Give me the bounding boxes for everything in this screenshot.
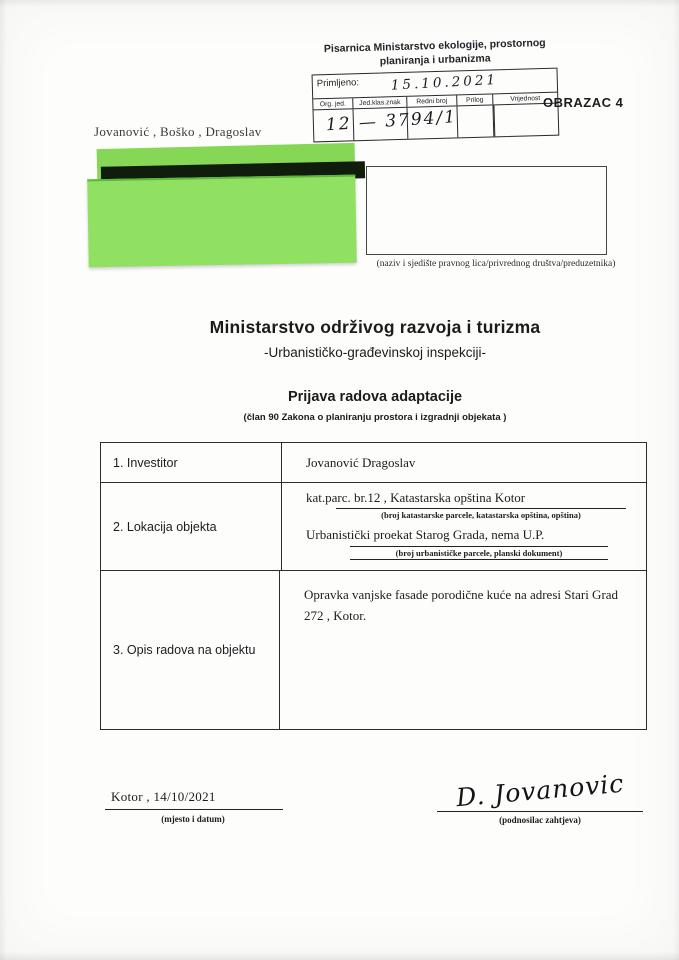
table-row-investor xyxy=(101,443,646,483)
row-value-investor: Jovanović Dragoslav xyxy=(306,454,416,470)
row-value-location xyxy=(282,483,646,570)
stamp-title-line1: Pisarnica Ministarstvo ekologije, prostornog xyxy=(323,36,546,56)
stamp-col-jed-klas-znak: Jed.klas.znak xyxy=(353,97,407,109)
table-row-location xyxy=(101,483,646,571)
stamp-title xyxy=(303,36,568,71)
location-urban-plan-caption: (broj urbanističke parcele, planski dokument) xyxy=(350,546,608,560)
inspection-subtitle: -Urbanističko-građevinskoj inspekciji- xyxy=(263,345,487,360)
handwritten-signature: D. Jovanovic xyxy=(454,768,626,813)
legal-entity-box xyxy=(366,166,607,255)
location-cadastral-line: kat.parc. br.12 , Katastarska opština Kotor xyxy=(306,490,526,505)
sticky-note xyxy=(87,175,356,268)
scan-shadow-left xyxy=(0,0,7,960)
place-date-text: Kotor , 14/10/2021 xyxy=(111,789,216,804)
signature-caption: (podnosilac zahtjeva) xyxy=(499,815,581,825)
stamp-box xyxy=(312,68,560,143)
row-label-location: 2. Lokacija objekta xyxy=(101,483,282,570)
legal-basis-note: (član 90 Zakona o planiranju prostora i izgradnji objekata ) xyxy=(243,412,507,423)
row-label-investor: 1. Investitor xyxy=(101,443,282,482)
location-urban-plan-line: Urbanistički proekat Starog Grada, nema U.P. xyxy=(306,527,545,542)
stamp-col-prilog: Prilog xyxy=(457,95,493,106)
legal-entity-box-caption: (naziv i sjedište pravnog lica/privrednog društva/preduzetnika) xyxy=(376,259,616,269)
form-title: Prijava radova adaptacije xyxy=(287,389,463,405)
stamp-title-line2: planiranja i urbanizma xyxy=(379,52,491,68)
scan-shadow-right xyxy=(673,0,679,960)
place-date-caption: (mjesto i datum) xyxy=(161,814,225,824)
ministry-title: Ministarstvo održivog razvoja i turizma xyxy=(209,317,541,337)
works-description-text: Opravka vanjske fasade porodične kuće na adresi Stari Grad 272 , Kotor. xyxy=(304,587,619,623)
scan-shadow-bottom xyxy=(0,952,679,960)
stamp-col-org-jed: Org. jed. xyxy=(313,99,353,110)
stamp-received-label: Primljeno: xyxy=(316,77,360,90)
applicant-name-line: Jovanović , Boško , Dragoslav xyxy=(94,124,262,139)
row-value-works-description xyxy=(280,571,646,729)
application-form-table xyxy=(100,442,647,730)
table-row-works-description xyxy=(101,571,646,729)
stamp-values-row xyxy=(314,104,559,142)
stamp-received-date-handwritten: 15.10.2021 xyxy=(390,72,499,94)
place-date-block xyxy=(105,789,283,810)
signature-block xyxy=(437,768,643,813)
form-code-label: OBRAZAC 4 xyxy=(543,95,624,110)
location-cadastral-caption: (broj katastarske parcele, katastarska opština, opština) xyxy=(336,508,626,520)
row-label-works-description: 3. Opis radova na objektu xyxy=(101,571,280,729)
stamp-col-vrijednost: Vrijednost xyxy=(510,95,541,104)
stamp-cell xyxy=(493,106,495,137)
receipt-stamp xyxy=(303,36,570,143)
stamp-cell xyxy=(457,106,494,138)
stamp-case-number-handwritten: 12 — 3794/1 xyxy=(325,107,458,136)
stamp-col-redni-broj: Redni broj xyxy=(407,96,457,107)
scan-shadow-top xyxy=(0,0,679,7)
